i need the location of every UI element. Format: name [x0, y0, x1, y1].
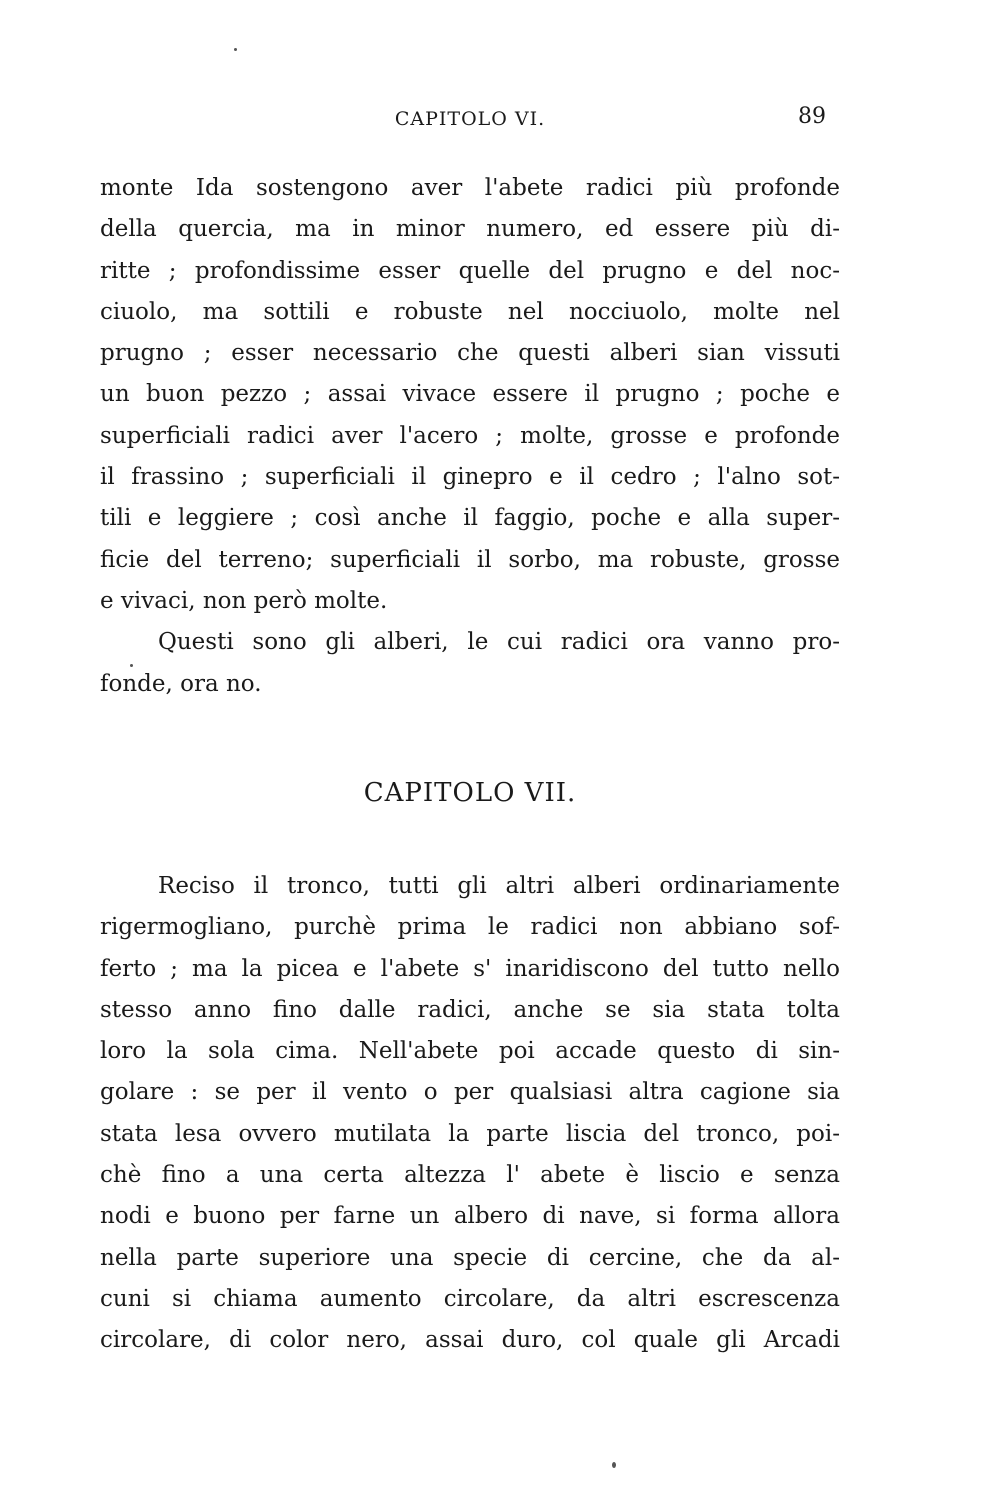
running-head — [100, 104, 840, 138]
chapter-vii-text — [100, 866, 840, 1362]
text-line: golare : se per il vento o per qualsiasi altra cagione sia — [100, 1079, 840, 1106]
text-line: loro la sola cima. Nell'abete poi accade questo di sin- — [100, 1038, 840, 1065]
text-line: nella parte superiore una specie di cercine, che da al- — [100, 1244, 840, 1271]
text-line: stesso anno fino dalle radici, anche se sia stata tolta — [100, 996, 840, 1023]
running-title: CAPITOLO VI. — [394, 108, 546, 130]
text-line: ferto ; ma la picea e l'abete s' inaridiscono del tutto nello — [100, 955, 840, 982]
text-line: superficiali radici aver l'acero ; molte, grosse e profonde — [100, 422, 840, 449]
text-line: ritte ; profondissime esser quelle del prugno e del noc- — [100, 257, 840, 284]
ink-speck — [612, 1462, 616, 1468]
text-line: monte Ida sostengono aver l'abete radici più profonde — [100, 175, 840, 201]
text-line: ciuolo, ma sottili e robuste nel nocciuolo, molte nel — [100, 298, 840, 325]
text-line: Questi sono gli alberi, le cui radici ora vanno pro- — [158, 629, 840, 656]
text-line: chè fino a una certa altezza l' abete è liscio e senza — [100, 1162, 840, 1189]
text-line: Reciso il tronco, tutti gli altri alberi ordinariamente — [158, 873, 840, 899]
text-line: circolare, di color nero, assai duro, col quale gli Arcadi — [100, 1327, 840, 1354]
text-line: e vivaci, non però molte. — [100, 587, 388, 614]
chapter-vi-text — [100, 168, 840, 705]
text-line: prugno ; esser necessario che questi alberi sian vissuti — [100, 340, 840, 367]
text-line: un buon pezzo ; assai vivace essere il prugno ; poche e — [100, 381, 840, 408]
text-line: della quercia, ma in minor numero, ed essere più di- — [100, 216, 840, 243]
text-line: fonde, ora no. — [100, 670, 262, 697]
ink-speck — [130, 664, 133, 667]
text-line: tili e leggiere ; così anche il faggio, poche e alla super- — [100, 505, 840, 532]
page-number: 89 — [798, 104, 826, 129]
ink-speck — [234, 48, 237, 51]
text-line: rigermogliano, purchè prima le radici non abbiano sof- — [100, 914, 840, 941]
chapter-heading: CAPITOLO VII. — [363, 778, 577, 808]
text-line: nodi e buono per farne un albero di nave, si forma allora — [100, 1203, 840, 1230]
text-line: il frassino ; superficiali il ginepro e il cedro ; l'alno sot- — [100, 464, 840, 491]
text-line: cuni si chiama aumento circolare, da altri escrescenza — [100, 1285, 840, 1312]
text-line: ficie del terreno; superficiali il sorbo, ma robuste, grosse — [100, 546, 840, 573]
text-line: stata lesa ovvero mutilata la parte liscia del tronco, poi- — [100, 1120, 840, 1147]
